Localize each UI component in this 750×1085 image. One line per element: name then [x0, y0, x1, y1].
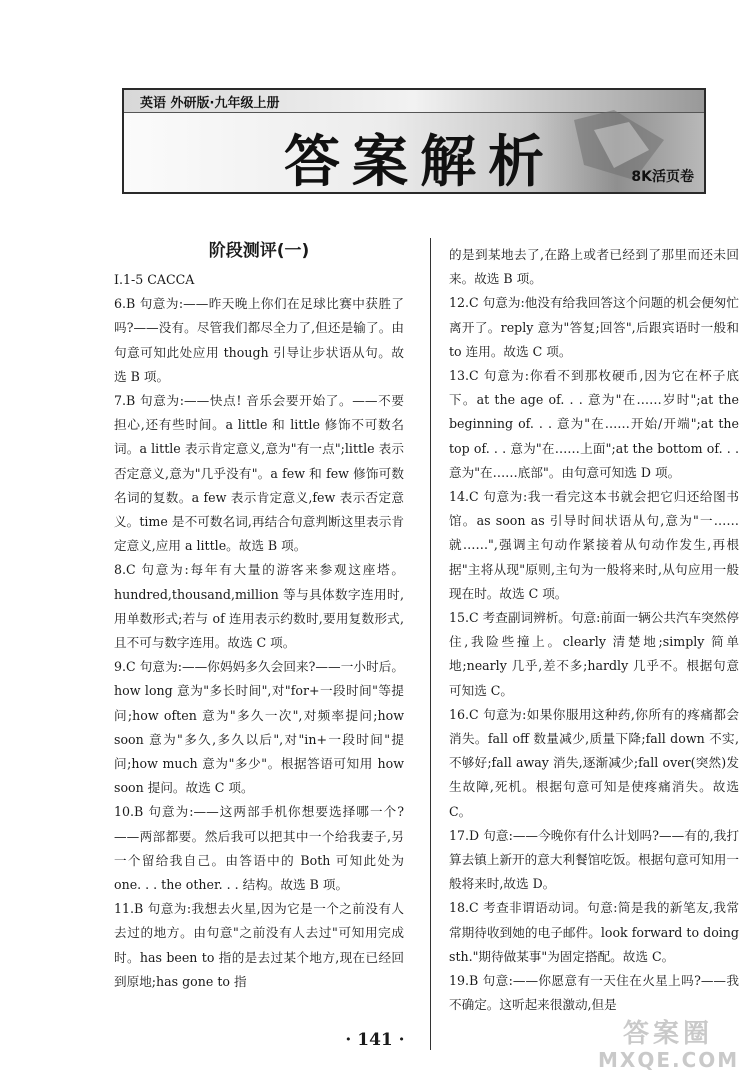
answer-item: 19.B 句意:——你愿意有一天住在火星上吗?——我不确定。这听起来很激动,但是 [449, 973, 739, 1013]
answer-item: 的是到某地去了,在路上或者已经到了那里而还未回来。故选 B 项。 [449, 247, 739, 287]
watermark-url: MXQE.COM [598, 1048, 740, 1072]
watermark-logo-text: 答案圈 [622, 1019, 713, 1049]
left-column [114, 240, 404, 994]
header-banner [122, 88, 706, 194]
answer-item: 14.C 句意为:我一看完这本书就会把它归还给图书馆。as soon as 引导时间状语从句,意为"一……就……",强调主句动作紧接着从句动作发生,再根据"主将从现"原则,主句为一般将来时,从句应用一般现在时。故选 C 项。 [449, 489, 739, 601]
answer-item: 16.C 句意为:如果你服用这种药,你所有的疼痛都会消失。fall off 数量减少,质量下降;fall down 不实,不够好;fall away 消失,逐渐减少;fall over(突然)发生故障,死机。根据句意可知是使疼痛消失。故选 C。 [449, 706, 739, 819]
answer-item: 18.C 考查非谓语动词。句意:简是我的新笔友,我常常期待收到她的电子邮件。look forward to doing sth."期待做某事"为固定搭配。故选 C。 [449, 900, 739, 964]
answer-item: 10.B 句意为:——这两部手机你想要选择哪一个?——两部都要。然后我可以把其中一个给我妻子,另一个留给我自己。由答语中的 Both 可知此处为 one. . . the other. . . 结构。故选 B 项。 [114, 804, 404, 893]
section-title: 阶段测评(一) [208, 241, 310, 261]
column-divider [430, 238, 431, 1050]
answer-item: 12.C 句意为:他没有给我回答这个问题的机会便匆忙离开了。reply 意为"答复;回答",后跟宾语时一般和 to 连用。故选 C 项。 [449, 295, 739, 359]
answer-item: 11.B 句意为:我想去火星,因为它是一个之前没有人去过的地方。由句意"之前没有人去过"可知用完成时。has been to 指的是去过某个地方,现在已经回到原地;has gone to 指 [114, 901, 404, 989]
answer-item: 7.B 句意为:——快点! 音乐会要开始了。——不要担心,还有些时间。a little 和 little 修饰不可数名词。a little 表示肯定意义,意为"有一点";little 表示否定意义,意为"几乎没有"。a few 和 few 修饰可数名词的复数。a few 表示肯定意义,few 表示否定意义。time 是不可数名词,再结合句意判断这里表示肯定意义,应用 a little。故选 B 项。 [114, 393, 404, 554]
right-column [449, 243, 739, 1018]
answer-item: 17.D 句意:——今晚你有什么计划吗?——有的,我打算去镇上新开的意大利餐馆吃饭。根据句意可知用一般将来时,故选 D。 [449, 827, 739, 892]
watermark [598, 1019, 738, 1079]
answer-item: 15.C 考查副词辨析。句意:前面一辆公共汽车突然停住,我险些撞上。clearly 清楚地;simply 简单地;nearly 几乎,差不多;hardly 几乎不。根据句意可知选 C。 [449, 610, 739, 698]
answer-item: 6.B 句意为:——昨天晚上你们在足球比赛中获胜了吗?——没有。尽管我们都尽全力了,但还是输了。由句意可知此处应用 though 引导让步状语从句。故选 B 项。 [114, 296, 404, 384]
page-title: 答案解析 [284, 130, 556, 194]
answer-item: Ⅰ.1-5 CACCA [114, 272, 195, 287]
page-number: · 141 · [345, 1030, 405, 1050]
answer-item: 13.C 句意为:你看不到那枚硬币,因为它在杯子底下。at the age of. . . 意为"在……岁时";at the beginning of. . . 意为"在……开始/开端";at the top of. . . 意为"在……上面";at the bottom of. . . 意为"在……底部"。由句意可知选 D 项。 [449, 368, 739, 480]
edition-label: 8K活页卷 [631, 169, 694, 185]
answer-item: 8.C 句意为:每年有大量的游客来参观这座塔。hundred,thousand,million 等与具体数字连用时,用单数形式;若与 of 连用表示约数时,要用复数形式,且不可与数字连用。故选 C 项。 [114, 562, 404, 651]
answer-item: 9.C 句意为:——你妈妈多久会回来?——一小时后。how long 意为"多长时间",对"for+一段时间"等提问;how often 意为"多久一次",对频率提问;how soon 意为"多久,多久以后",对"in+一段时间"提问;how much 意为"多少"。根据答语可知用 how soon 提问。故选 C 项。 [114, 659, 404, 796]
subject-label: 英语 外研版·九年级上册 [140, 96, 280, 111]
